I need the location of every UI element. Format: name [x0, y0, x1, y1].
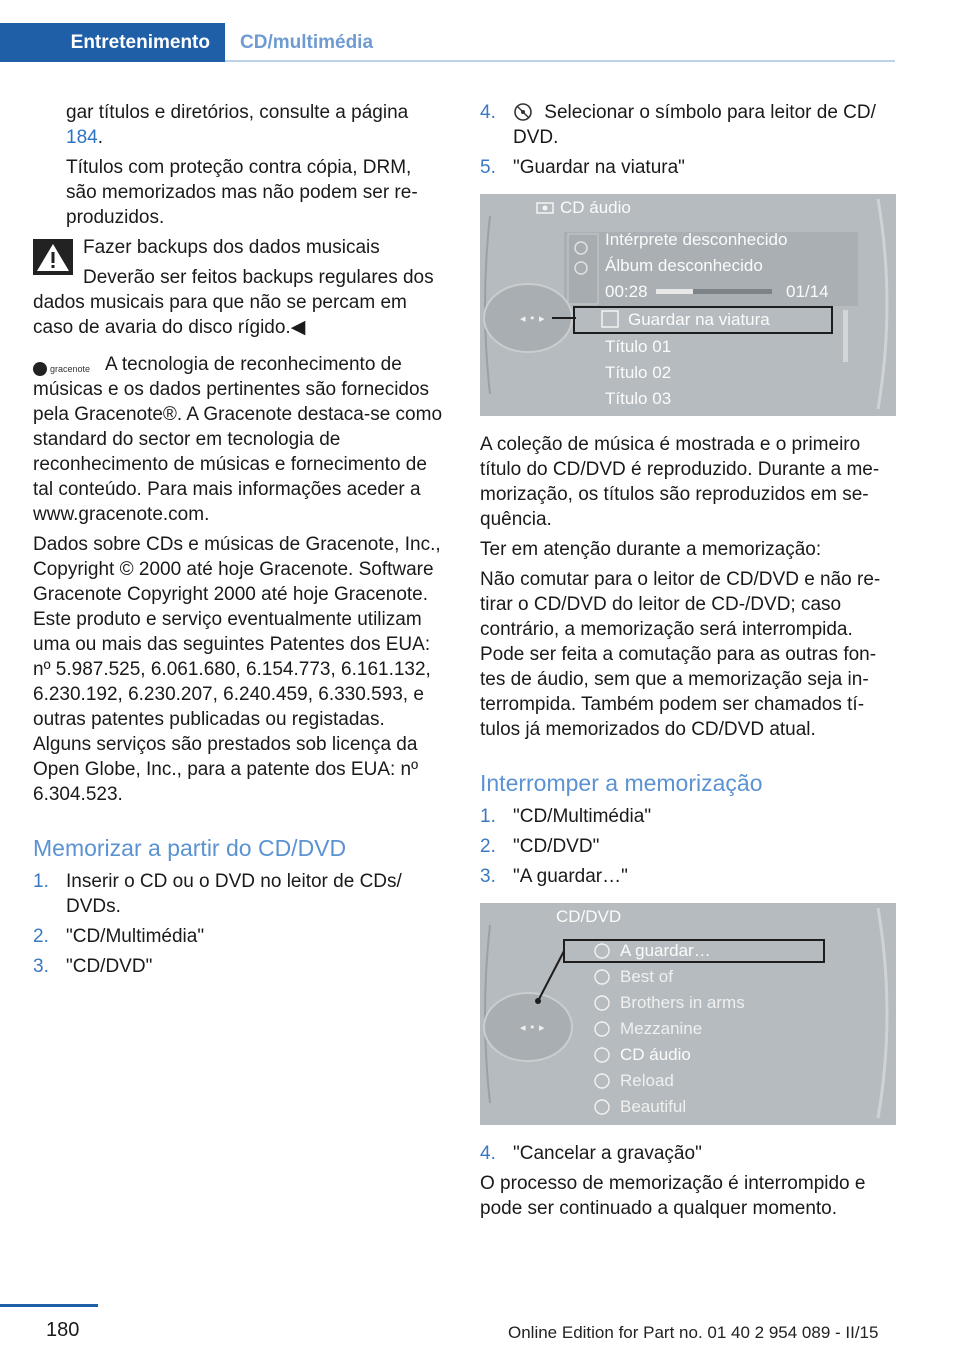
warning-icon — [33, 239, 73, 275]
paragraph-collection: A coleção de música é mostrada e o primeiro título do CD/DVD é reproduzido. Durante a memorização, os títulos são reproduzidos em sequência. — [480, 434, 880, 530]
list-item: 1. Inserir o CD ou o DVD no leitor de CDs/ DVDs. — [33, 871, 402, 917]
title-item[interactable]: Título 01 — [605, 337, 672, 356]
warning-body: Deverão ser feitos backups regulares dos dados musicais para que não se percam em caso de avaria do disco rígido.◀ — [33, 267, 434, 338]
menu-item[interactable]: Brothers in arms — [620, 993, 745, 1012]
list-item: 2. "CD/Multimédia" — [33, 926, 205, 947]
track-label: 01/14 — [786, 282, 829, 301]
page-header — [0, 20, 895, 62]
menu-item[interactable]: Beautiful — [620, 1097, 687, 1116]
progress-fill — [656, 289, 693, 294]
edition-note: Online Edition for Part no. 01 40 2 954 089 - II/15 — [508, 1323, 879, 1342]
menu-item[interactable]: CD áudio — [620, 1045, 691, 1064]
screen-cd-dvd — [480, 903, 896, 1125]
svg-text:◂ • ▸: ◂ • ▸ — [520, 1021, 545, 1034]
page-number: 180 — [46, 1319, 80, 1341]
svg-text:◂ • ▸: ◂ • ▸ — [520, 312, 545, 325]
left-column — [33, 100, 445, 984]
memorize-steps — [33, 869, 445, 979]
menu-item[interactable]: Reload — [620, 1071, 674, 1090]
memorize-steps-continued — [480, 100, 892, 180]
footer-rule — [0, 1304, 98, 1307]
copyright-text: Dados sobre CDs e músicas de Gracenote, Inc., Copyright © 2000 até hoje Gracenote. Software Gracenote Copyright 2000 até hoje Gracenote. Este produto e serviço eventualmente utilizam uma ou mais das seguintes Patentes dos EUA: nº 5.987.525, 6.061.680, 6.154.773, 6.161.132, 6.230.192, 6.230.207, 6.240.459, 6.330.593, e outras patentes publicadas ou registadas. Alguns serviços são prestados sob licença da Open Globe, Inc., para a patente dos EUA: nº 6.304.523. — [33, 534, 441, 805]
list-item: 4. "Cancelar a gravação" — [480, 1143, 702, 1164]
paragraph-drm: Títulos com proteção contra cópia, DRM, são memorizados mas não podem ser reproduzidos. — [66, 157, 418, 228]
menu-item[interactable]: Mezzanine — [620, 1019, 703, 1038]
list-item: 1. "CD/Multimédia" — [480, 806, 652, 827]
list-item: 2. "CD/DVD" — [480, 836, 600, 857]
page-link[interactable]: 184 — [66, 127, 98, 148]
menu-item[interactable]: Best of — [620, 967, 673, 986]
screen-cd-audio — [480, 194, 896, 416]
gracenote-dot-icon — [33, 362, 47, 376]
title-item[interactable]: Título 02 — [605, 363, 672, 382]
paragraph-titles-dirs: gar títulos e diretórios, consulte a página 184. — [66, 102, 409, 148]
save-in-vehicle-item[interactable]: Guardar na viatura — [628, 310, 770, 329]
screen-title: CD/DVD — [556, 907, 622, 926]
section-heading-memorize: Memorizar a partir do CD/DVD — [33, 835, 347, 861]
menu-item-saving[interactable]: A guardar… — [620, 941, 711, 960]
warning-title: Fazer backups dos dados musicais — [83, 237, 380, 258]
cd-dvd-icon — [513, 103, 533, 121]
artist-label: Intérprete desconhecido — [605, 230, 788, 249]
header-rule — [225, 60, 895, 62]
subsection-tab[interactable]: CD/multimédia — [240, 32, 374, 53]
screen-title: CD áudio — [560, 198, 631, 217]
list-item: 3. "A guardar…" — [480, 866, 628, 887]
list-item: 4. Selecionar o símbolo para leitor de CD/ DVD. — [480, 102, 876, 148]
cd-audio-icon — [536, 200, 554, 216]
section-tab[interactable]: Entretenimento — [0, 23, 225, 62]
paragraph-do-not-switch: Não comutar para o leitor de CD/DVD e não retirar o CD/DVD do leitor de CD-/DVD; caso contrário, a memorização será interrompida. Pode ser feita a comutação para as outras fontes de áudio, sem que a memorização seja interrompida. Também podem ser chamados títulos já memorizados do CD/DVD atual. — [480, 569, 881, 740]
list-item: 3. "CD/DVD" — [33, 956, 153, 977]
gracenote-text: A tecnologia de reconhecimento de músicas e os dados pertinentes são fornecidos pela Gracenote®. A Gracenote destaca-se como standard do sector em tecnologia de reconhecimento de músicas e fornecimento de tal conteúdo. Para mais informações aceder a www.gracenote.com. — [33, 354, 443, 525]
time-label: 00:28 — [605, 282, 648, 301]
album-label: Álbum desconhecido — [605, 256, 763, 275]
gracenote-logo: gracenote — [33, 358, 95, 380]
warning-box — [33, 235, 445, 340]
section-heading-interrupt: Interromper a memorização — [480, 770, 763, 796]
cancel-step — [480, 1141, 892, 1166]
right-column — [480, 100, 892, 1226]
paragraph-interrupted: O processo de memorização é interrompido e pode ser continuado a qualquer momento. — [480, 1173, 866, 1219]
gracenote-block — [33, 352, 445, 527]
list-item: 5. "Guardar na viatura" — [480, 157, 685, 178]
paragraph-attention: Ter em atenção durante a memorização: — [480, 539, 822, 560]
title-item[interactable]: Título 03 — [605, 389, 672, 408]
interrupt-steps — [480, 804, 892, 889]
